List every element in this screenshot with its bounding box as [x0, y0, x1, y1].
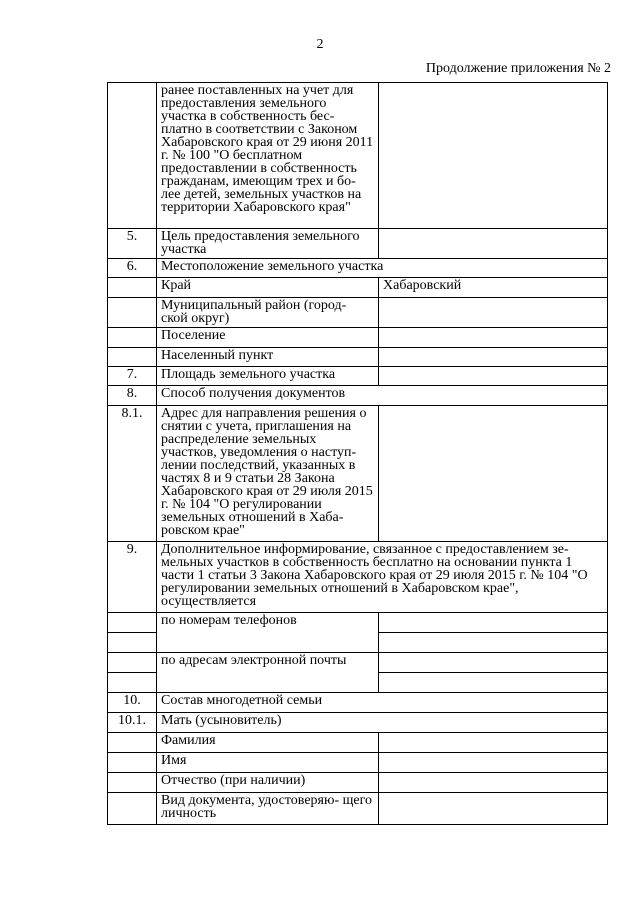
- area-label: Площадь земельного участка: [157, 367, 379, 386]
- phone-field-1[interactable]: [379, 613, 608, 633]
- row-number-cell: [108, 348, 157, 367]
- patronymic-field[interactable]: [379, 773, 608, 793]
- table-row: [108, 259, 608, 278]
- locality-field[interactable]: [379, 348, 608, 367]
- settlement-field[interactable]: [379, 328, 608, 348]
- row-number-cell: [108, 653, 157, 673]
- row-number-cell: [108, 733, 157, 753]
- table-row: [108, 328, 608, 348]
- row-number-cell: [108, 773, 157, 793]
- phone-field-2[interactable]: [379, 633, 608, 653]
- surname-label: Фамилия: [157, 733, 379, 753]
- table-row: [108, 653, 608, 673]
- row-number-cell: [108, 793, 157, 825]
- row-number: 9.: [108, 542, 157, 613]
- krai-label: Край: [157, 278, 379, 298]
- row-number-cell: [108, 633, 157, 653]
- table-row: [108, 542, 608, 613]
- patronymic-label: Отчество (при наличии): [157, 773, 379, 793]
- table-row: [108, 733, 608, 753]
- page-number: 2: [316, 37, 324, 52]
- table-row: [108, 229, 608, 259]
- row-number-cell: [108, 613, 157, 633]
- email-field-1[interactable]: [379, 653, 608, 673]
- row-number-cell: [108, 753, 157, 773]
- table-row: [108, 713, 608, 733]
- table-row: [108, 348, 608, 367]
- table-row: [108, 753, 608, 773]
- email-field-2[interactable]: [379, 673, 608, 693]
- area-field[interactable]: [379, 367, 608, 386]
- purpose-field[interactable]: [379, 229, 608, 259]
- table-row: [108, 386, 608, 406]
- appendix-note: Продолжение приложения № 2: [425, 61, 611, 76]
- continued-value-field[interactable]: [379, 83, 608, 229]
- row-number: 10.1.: [108, 713, 157, 733]
- purpose-label: Цель предоставления земельного участка: [157, 229, 379, 259]
- name-label: Имя: [157, 753, 379, 773]
- locality-label: Населенный пункт: [157, 348, 379, 367]
- id-document-field[interactable]: [379, 793, 608, 825]
- row-number-cell: [108, 328, 157, 348]
- location-heading: Местоположение земельного участка: [157, 259, 608, 278]
- district-field[interactable]: [379, 298, 608, 328]
- table-row: [108, 406, 608, 542]
- table-row: [108, 367, 608, 386]
- table-row: [108, 83, 608, 229]
- id-document-label: Вид документа, удостоверяю- щего личность: [157, 793, 379, 825]
- email-label: по адресам электронной почты: [157, 653, 379, 693]
- table-row: [108, 793, 608, 825]
- settlement-label: Поселение: [157, 328, 379, 348]
- name-field[interactable]: [379, 753, 608, 773]
- row-number: 10.: [108, 693, 157, 713]
- additional-info-heading: Дополнительное информирование, связанное с предоставлением зе- мельных участков в собственность бесплатно на основании пункта 1 части 1 статьи 3 Закона Хабаровского края от 29 июля 2015 г. № 104 "О регулировании земельных отношений в Хабаровском крае", осуществляется: [157, 542, 608, 613]
- row-number-cell: [108, 673, 157, 693]
- family-composition-heading: Состав многодетной семьи: [157, 693, 608, 713]
- table-row: [108, 693, 608, 713]
- row-number: 8.1.: [108, 406, 157, 542]
- delivery-method-heading: Способ получения документов: [157, 386, 608, 406]
- address-label: Адрес для направления решения о снятии с учета, приглашения на распределение земельных участков, уведомления о наступ- лении последствий, указанных в частях 8 и 9 статьи 28 Закона Хабаровского края от 29 июля 2015 г. № 104 "О регулировании земельных отношений в Хаба- ровском крае": [157, 406, 379, 542]
- table-row: [108, 298, 608, 328]
- row-number: 7.: [108, 367, 157, 386]
- row-number-cell: [108, 83, 157, 229]
- row-number: 8.: [108, 386, 157, 406]
- table-row: [108, 613, 608, 633]
- row-number: 5.: [108, 229, 157, 259]
- phone-label: по номерам телефонов: [157, 613, 379, 653]
- row-number-cell: [108, 298, 157, 328]
- application-form-table: [107, 82, 608, 825]
- row-number: 6.: [108, 259, 157, 278]
- address-field[interactable]: [379, 406, 608, 542]
- row-number-cell: [108, 278, 157, 298]
- table-row: [108, 773, 608, 793]
- mother-heading: Мать (усыновитель): [157, 713, 608, 733]
- surname-field[interactable]: [379, 733, 608, 753]
- district-label: Муниципальный район (город- ской округ): [157, 298, 379, 328]
- continued-label-cell: ранее поставленных на учет для предоставления земельного участка в собственность бес- платно в соответствии с Законом Хабаровского края от 29 июня 2011 г. № 100 "О бесплатном предоставлении в собственность гражданам, имеющим трех и бо- лее детей, земельных участков на территории Хабаровского края": [157, 83, 379, 229]
- krai-field[interactable]: Хабаровский: [379, 278, 608, 298]
- table-row: [108, 278, 608, 298]
